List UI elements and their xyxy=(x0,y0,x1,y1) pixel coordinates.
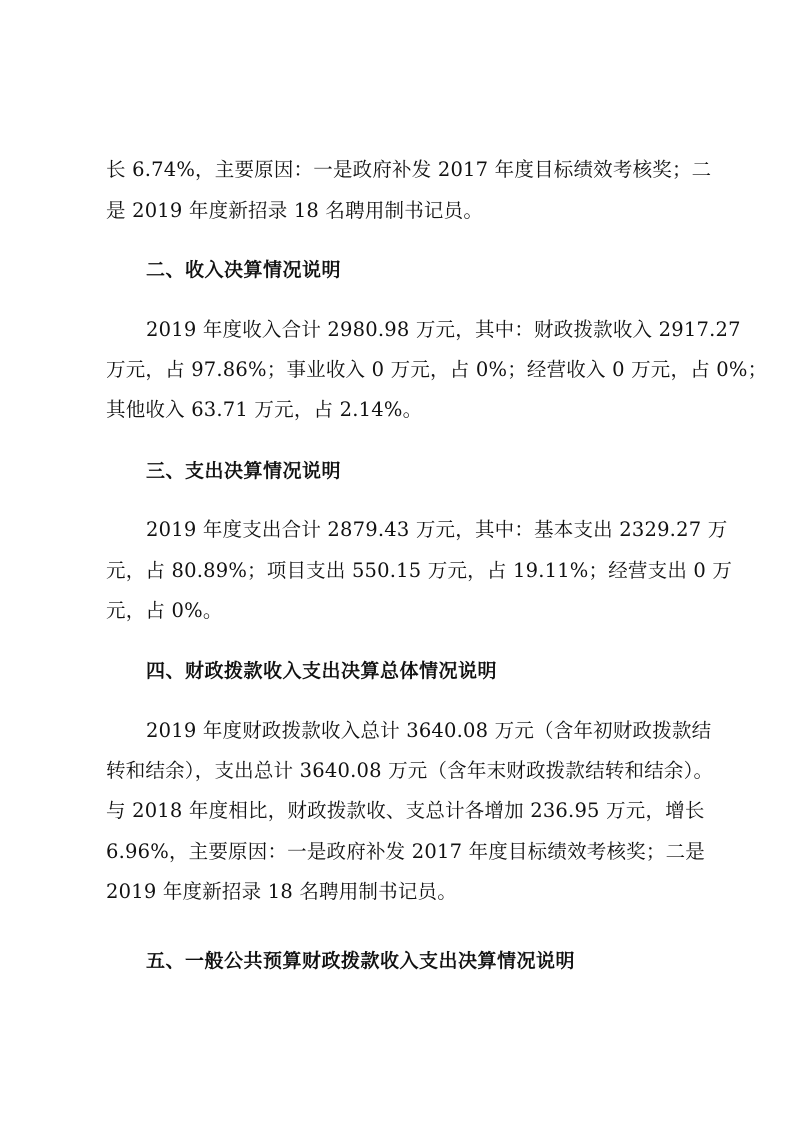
section-heading-expenditure: 三、支出决算情况说明 xyxy=(146,460,342,482)
paragraph-line: 2019 年度收入合计 2980.98 万元，其中：财政拨款收入 2917.27 xyxy=(146,318,741,341)
paragraph-line: 是 2019 年度新招录 18 名聘用制书记员。 xyxy=(106,199,484,222)
paragraph-line: 元，占 0%。 xyxy=(106,599,223,622)
paragraph-line: 2019 年度新招录 18 名聘用制书记员。 xyxy=(106,880,457,903)
paragraph-line: 2019 年度支出合计 2879.43 万元，其中：基本支出 2329.27 万 xyxy=(146,518,728,541)
section-heading-income: 二、收入决算情况说明 xyxy=(146,259,342,281)
paragraph-line: 长 6.74%，主要原因：一是政府补发 2017 年度目标绩效考核奖；二 xyxy=(106,158,712,181)
paragraph-line: 与 2018 年度相比，财政拨款收、支总计各增加 236.95 万元，增长 xyxy=(106,799,705,822)
paragraph-line: 转和结余），支出总计 3640.08 万元（含年末财政拨款结转和结余）。 xyxy=(106,759,714,782)
paragraph-line: 元，占 80.89%；项目支出 550.15 万元，占 19.11%；经营支出 0 万 xyxy=(106,559,733,582)
paragraph-line: 2019 年度财政拨款收入总计 3640.08 万元（含年初财政拨款结 xyxy=(146,719,712,742)
section-heading-fiscal-allocation: 四、财政拨款收入支出决算总体情况说明 xyxy=(146,660,498,682)
section-heading-general-budget: 五、一般公共预算财政拨款收入支出决算情况说明 xyxy=(146,950,576,972)
paragraph-line: 万元，占 97.86%；事业收入 0 万元，占 0%；经营收入 0 万元，占 0%； xyxy=(106,358,768,381)
paragraph-line: 6.96%，主要原因：一是政府补发 2017 年度目标绩效考核奖；二是 xyxy=(106,840,705,863)
paragraph-line: 其他收入 63.71 万元，占 2.14%。 xyxy=(106,398,423,421)
